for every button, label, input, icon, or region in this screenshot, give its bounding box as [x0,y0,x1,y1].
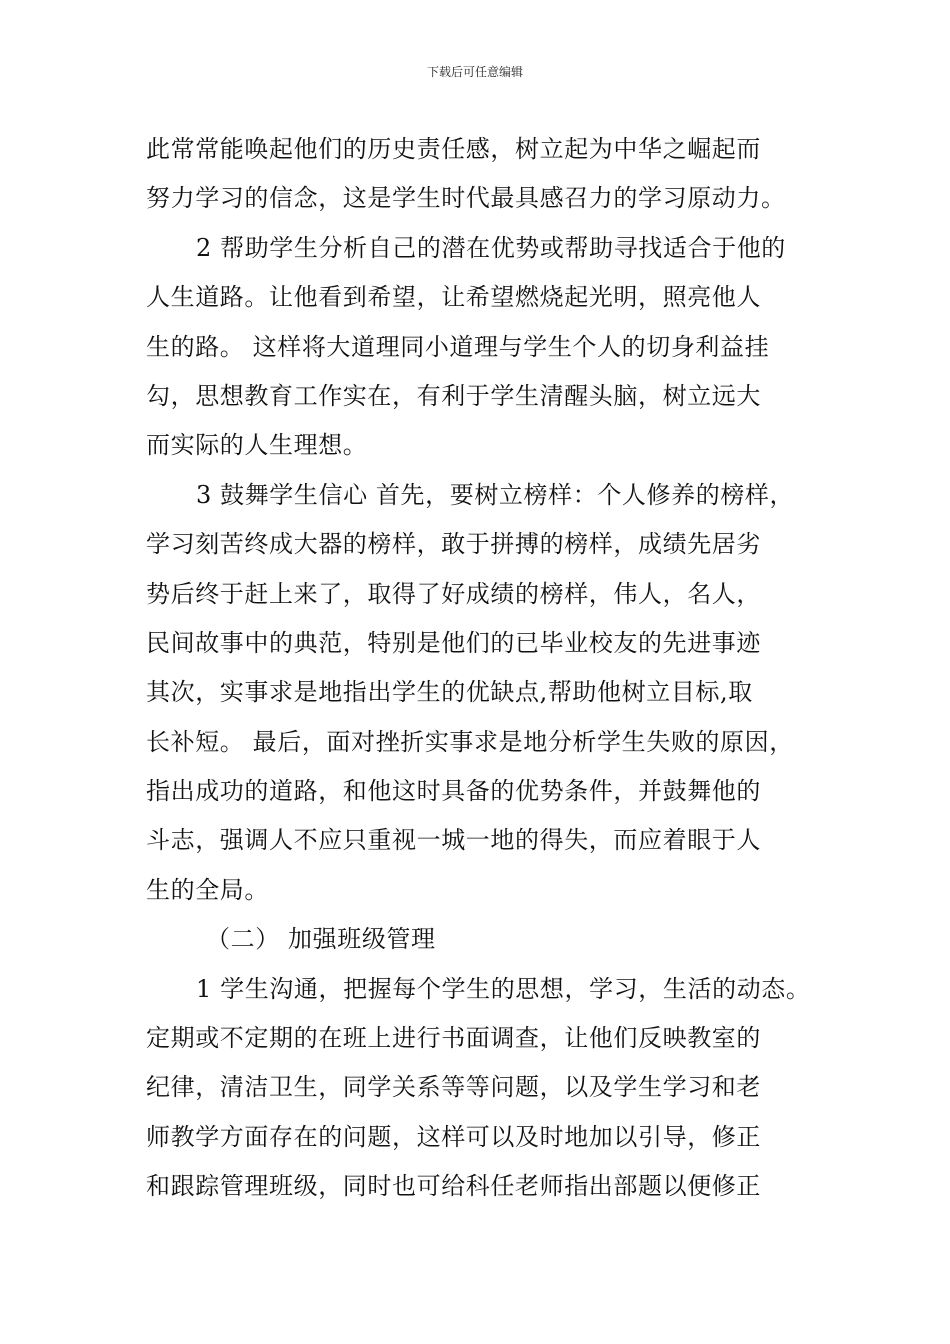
text-line: 人生道路。让他看到希望，让希望燃烧起光明，照亮他人 [146,283,761,312]
text-line: 2 帮助学生分析自己的潜在优势或帮助寻找适合于他的 [196,233,786,262]
text-line: 其次，实事求是地指出学生的优缺点,帮助他树立目标,取 [146,678,753,707]
text-line: 而实际的人生理想。 [146,431,368,460]
text-line: 生的全局。 [146,875,269,904]
text-line: 努力学习的信念，这是学生时代最具感召力的学习原动力。 [146,184,786,213]
text-line: 指出成功的道路，和他这时具备的优势条件，并鼓舞他的 [146,777,761,806]
text-line: 和跟踪管理班级，同时也可给科任老师指出部题以便修正 [146,1172,761,1201]
text-line: 势后终于赶上来了，取得了好成绩的榜样，伟人，名人， [146,579,761,608]
text-line: 学习刻苦终成大器的榜样，敢于拼搏的榜样，成绩先居劣 [146,530,761,559]
text-line: 1 学生沟通，把握每个学生的思想，学习，生活的动态。 [196,974,811,1003]
text-line: 勾，思想教育工作实在，有利于学生清醒头脑，树立远大 [146,381,761,410]
text-line: 纪律，清洁卫生，同学关系等等问题，以及学生学习和老 [146,1073,761,1102]
page-header: 下载后可任意编辑 [426,65,523,79]
text-line: 定期或不定期的在班上进行书面调查，让他们反映教室的 [146,1024,761,1053]
document-body [146,125,846,1212]
section-heading: （二） 加强班级管理 [206,925,436,954]
text-line: 斗志，强调人不应只重视一城一地的得失，而应着眼于人 [146,826,761,855]
text-line: 师教学方面存在的问题，这样可以及时地加以引导，修正 [146,1122,761,1151]
text-line: 民间故事中的典范，特别是他们的已毕业校友的先进事迹 [146,628,761,657]
text-line: 长补短。 最后，面对挫折实事求是地分析学生失败的原因， [146,727,794,756]
text-line: 3 鼓舞学生信心 首先，要树立榜样：个人修养的榜样， [196,480,795,509]
text-line: 此常常能唤起他们的历史责任感，树立起为中华之崛起而 [146,135,761,163]
text-line: 生的路。 这样将大道理同小道理与学生个人的切身利益挂 [146,332,770,361]
